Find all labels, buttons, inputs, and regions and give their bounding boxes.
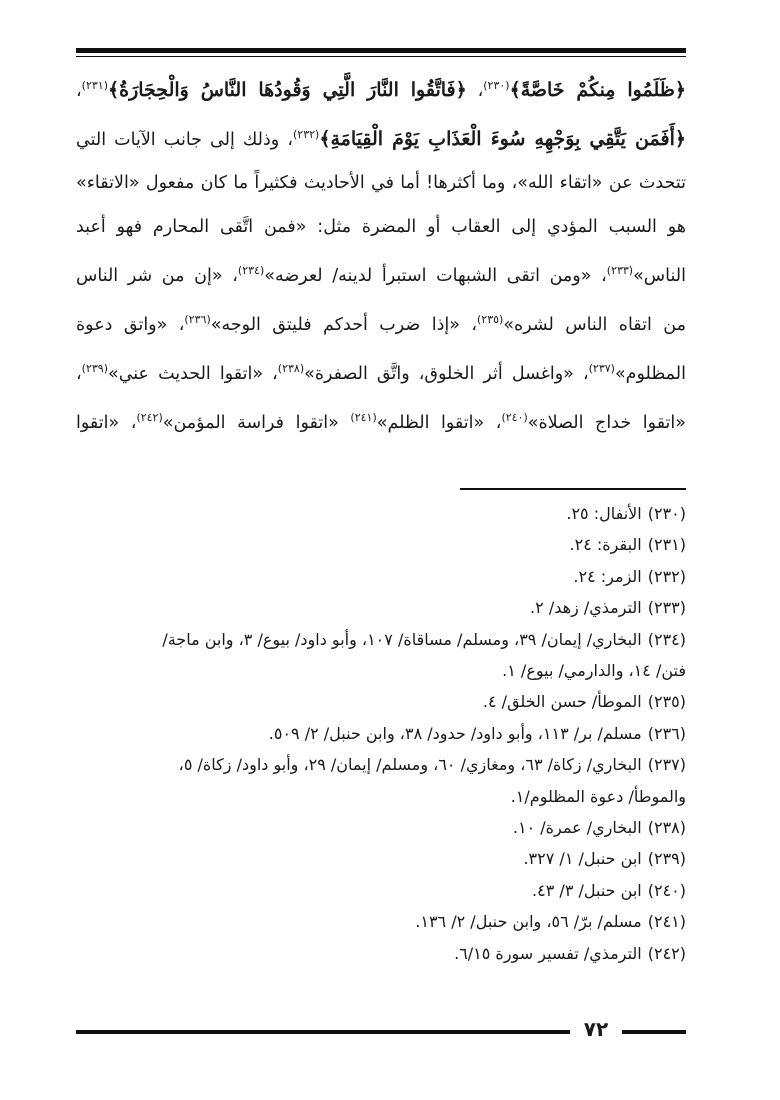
text-run: ، «اتقوا — [76, 413, 137, 434]
footnote-ref: (٢٣٧) — [588, 362, 615, 376]
footnote-ref: (٢٤٢) — [136, 411, 163, 425]
quran-verse: ﴿ظَلَمُوا مِنكُمْ خَاصَّةً﴾ — [509, 78, 686, 101]
text-run: تتحدث عن «اتقاء الله»، وما أكثرها! أما في الأحاديث فكثيراً ما كان مفعول «الاتقاء» — [76, 173, 686, 194]
main-text — [76, 64, 686, 445]
footnote-number: (٢٣٤) — [647, 629, 686, 649]
footnote-continuation: فتن/ ١٤، والدارمي/ بيوع/ ١. — [502, 661, 686, 681]
footnote-number: (٢٤٠) — [647, 880, 686, 900]
text-run: الناس» — [633, 265, 686, 286]
footnote-ref: (٢٣٠) — [483, 79, 510, 92]
footnote-ref: (٢٣٩) — [81, 362, 108, 376]
text-run: ، «إن من شر الناس — [76, 265, 238, 286]
footnote-text: الزمر: ٢٤. — [573, 566, 642, 586]
footnote-number: (٢٣١) — [647, 535, 686, 555]
text-run: ، «واتق دعوة — [76, 314, 185, 335]
text-run: ، — [76, 363, 82, 384]
text-run: ، «اتقوا الظلم» — [376, 413, 502, 434]
footnote-text: البخاري/ عمرة/ ١٠. — [512, 818, 642, 838]
footnotes — [76, 498, 686, 969]
text-run: ، «ومن اتقى الشبهات استبرأ لدينه/ لعرضه» — [264, 265, 607, 286]
text-line — [76, 249, 686, 298]
footnote — [76, 529, 686, 560]
text-line — [76, 64, 686, 113]
text-line — [76, 298, 686, 347]
footnote-number: (٢٣٢) — [647, 566, 686, 586]
footnote-ref: (٢٣٢) — [293, 128, 320, 142]
footnote-number: (٢٣٠) — [647, 504, 686, 523]
footnote-text: الأنفال: ٢٥. — [566, 504, 642, 523]
text-run: هو السبب المؤدي إلى العقاب أو المضرة مثل: «فمن اتَّقى المحارم فهو أعبد — [76, 216, 686, 237]
footnote-ref: (٢٣٦) — [184, 312, 211, 326]
footnote — [76, 592, 686, 623]
header-rule-thin — [76, 56, 686, 57]
footnote — [76, 686, 686, 717]
text-run: ، «إذا ضرب أحدكم فليتق الوجه» — [210, 314, 477, 335]
footnote-text: البخاري/ زكاة/ ٦٣، ومغازي/ ٦٠، ومسلم/ إيمان/ ٢٩، وأبو داود/ زكاة/ ٥، — [178, 755, 642, 775]
footnote-text: الموطأ/ حسن الخلق/ ٤. — [482, 692, 642, 712]
text-run: ، «واغسل أثر الخلوق، واتَّق الصفرة» — [304, 363, 589, 384]
text-run: ، وذلك إلى جانب الآيات التي — [76, 129, 293, 150]
footnote-ref: (٢٤٠) — [501, 411, 528, 425]
footnote-ref: (٢٤١) — [350, 411, 377, 425]
footnote-text: ابن حنبل/ ٣/ ٤٣. — [532, 880, 642, 900]
footnote-number: (٢٣٣) — [647, 598, 686, 618]
footnote — [76, 843, 686, 874]
footnote-text: ابن حنبل/ ١/ ٣٢٧. — [523, 849, 642, 869]
footnote-number: (٢٤٢) — [647, 943, 686, 963]
footnote-text: الترمذي/ تفسير سورة ٦/١٥. — [454, 943, 642, 963]
footnote-ref: (٢٣٣) — [606, 263, 634, 277]
footnote-text: البخاري/ إيمان/ ٣٩، ومسلم/ مساقاة/ ١٠٧، وأبو داود/ بيوع/ ٣، وابن ماجة/ — [162, 629, 642, 649]
text-run: «اتقوا خداج الصلاة» — [527, 413, 686, 434]
footnote-text: مسلم/ بر/ ١١٣، وأبو داود/ حدود/ ٣٨، وابن حنبل/ ٢/ ٥٠٩. — [268, 723, 642, 743]
text-run: المظلوم» — [614, 363, 686, 384]
footnote — [76, 749, 686, 780]
text-run: ، «اتقوا الحديث عني» — [107, 363, 278, 384]
footnote-text: البقرة: ٢٤. — [569, 535, 642, 555]
footnote — [76, 938, 686, 969]
footnote-text: مسلم/ برّ/ ٥٦، وابن حنبل/ ٢/ ١٣٦. — [415, 912, 642, 932]
text-line — [76, 113, 686, 162]
footnote-text: الترمذي/ زهد/ ٢. — [530, 598, 642, 618]
footnote-number: (٢٣٦) — [647, 723, 686, 743]
footnote — [76, 812, 686, 843]
footnote — [76, 906, 686, 937]
footnote-number: (٢٣٨) — [647, 818, 686, 838]
footnote — [76, 718, 686, 749]
header-rule-thick — [76, 48, 686, 53]
footnote-ref: (٢٣٤) — [237, 263, 265, 277]
footnote-ref: (٢٣١) — [81, 79, 108, 92]
footer-rule-left — [76, 1030, 570, 1034]
footnote-number: (٢٣٩) — [647, 849, 686, 869]
footnote — [76, 875, 686, 906]
quran-verse: ﴿فَاتَّقُوا النَّارَ الَّتِي وَقُودُهَا النَّاسُ وَالْحِجَارَةُ﴾ — [107, 78, 467, 101]
text-run: ، — [76, 80, 82, 101]
text-run: «اتقوا فراسة المؤمن» — [162, 413, 351, 434]
footnote-ref: (٢٣٨) — [277, 362, 305, 376]
text-line — [76, 162, 686, 205]
text-run: ، — [466, 80, 484, 101]
text-line — [76, 206, 686, 249]
footnote — [76, 498, 686, 529]
footnote — [76, 624, 686, 655]
text-line — [76, 347, 686, 396]
footnote-separator — [460, 488, 686, 490]
footnote-ref: (٢٣٥) — [477, 312, 504, 326]
text-line — [76, 396, 686, 445]
footnote-number: (٢٣٥) — [647, 692, 686, 712]
quran-verse: ﴿أَفَمَن يَتَّقِي بِوَجْهِهِ سُوءَ الْعَذَابِ يَوْمَ الْقِيَامَةِ﴾ — [319, 127, 686, 150]
text-run: من اتقاه الناس لشره» — [503, 314, 686, 335]
footnote-continuation: والموطأ/ دعوة المظلوم/١. — [510, 786, 686, 806]
footer-rule-right — [622, 1030, 686, 1034]
footnote — [76, 561, 686, 592]
footnote-number: (٢٣٧) — [647, 755, 686, 775]
page-number: ٧٢ — [583, 1017, 609, 1041]
footnote-number: (٢٤١) — [647, 912, 686, 932]
